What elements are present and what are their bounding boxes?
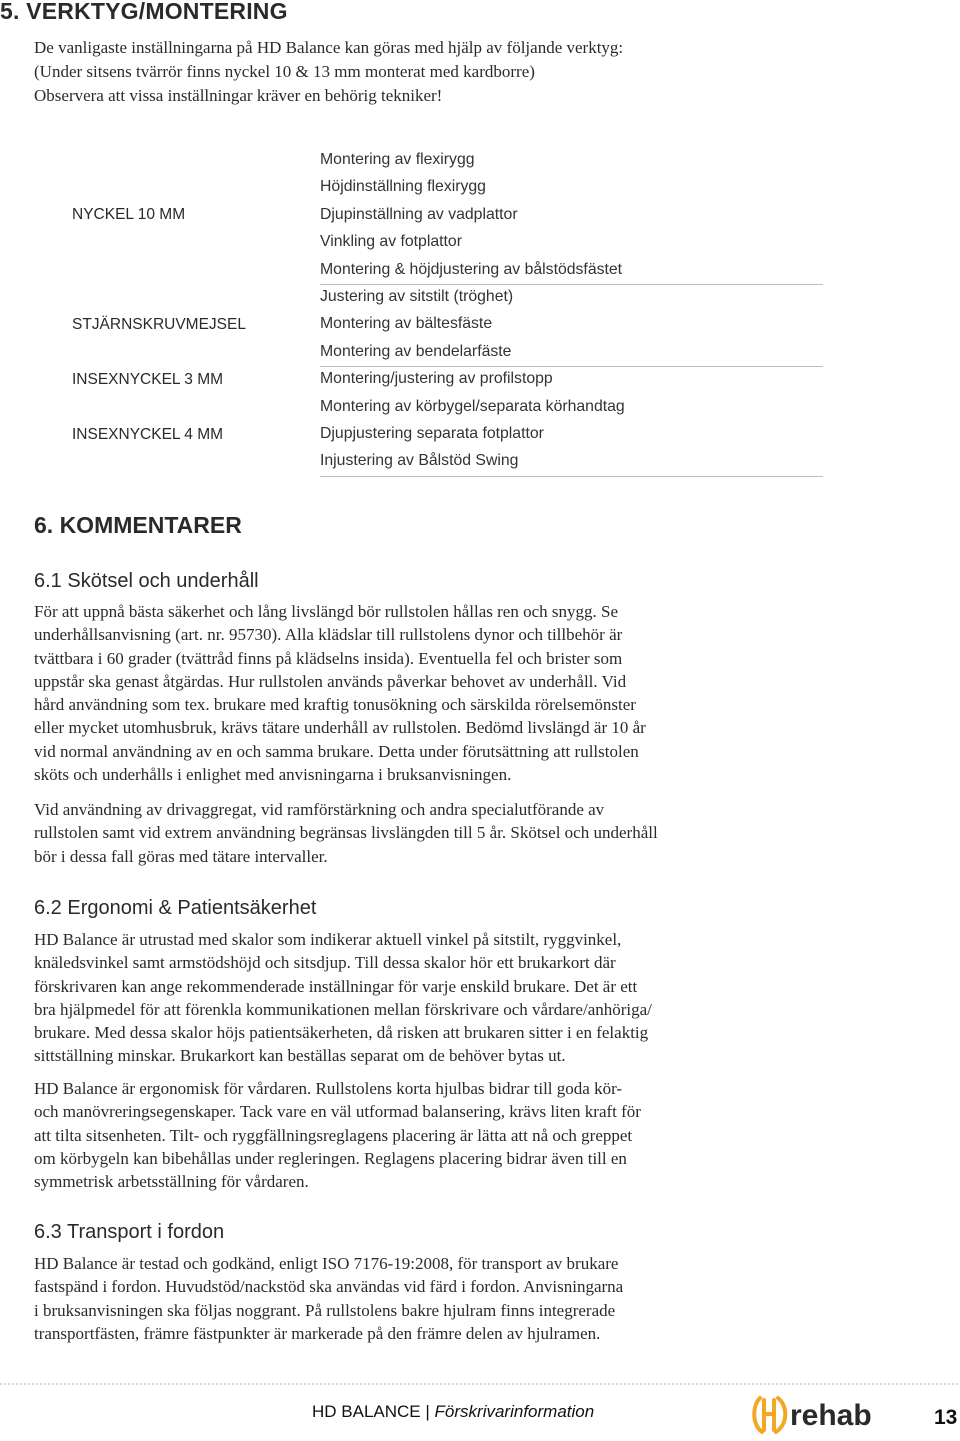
tool-uses-list <box>320 146 823 475</box>
intro-line: (Under sitsens tvärrör finns nyckel 10 & 13 mm monterat med kardborre) <box>34 62 535 81</box>
text-line: tvättbara i 60 grader (tvättråd finns på klädselns insida). Eventuella fel och brister som <box>34 648 623 668</box>
section5-heading: 5. VERKTYG/MONTERING <box>0 0 288 24</box>
text-line: symmetrisk arbetsställning för vårdaren. <box>34 1172 309 1192</box>
tool-stjarnskruvmejsel: STJÄRNSKRUVMEJSEL <box>72 316 246 333</box>
text-line: och manövreringsegenskaper. Tack vare en väl utformad balansering, krävs liten kraft för <box>34 1102 641 1122</box>
footer-title <box>312 1402 594 1422</box>
subheading-6-3: 6.3 Transport i fordon <box>34 1221 225 1243</box>
text-line: brukare. Med dessa skalor höjs patientsäkerheten, då risken att brukaren sitter i en felaktig <box>34 1023 649 1043</box>
paragraph-6-1-b <box>34 798 934 868</box>
table-divider <box>320 284 823 285</box>
text-line: vid normal användning av en och samma brukare. Detta under förutsättning att rullstolen <box>34 741 639 761</box>
text-line: HD Balance är testad och godkänd, enligt ISO 7176-19:2008, för transport av brukare <box>34 1254 619 1273</box>
text-line: om körbygeln kan bibehållas under regleringen. Reglagens placering bidrar även till en <box>34 1148 627 1168</box>
text-line: sköts och underhålls i enlighet med anvisningarna i bruksanvisningen. <box>34 765 512 785</box>
table-divider <box>320 366 823 367</box>
text-line: förskrivaren kan ange rekommenderade inställningar för varje enskild brukare. Det är ett <box>34 976 638 996</box>
use-item: Vinkling av fotplattor <box>320 233 462 251</box>
paragraph-6-3 <box>34 1252 934 1345</box>
footer-divider <box>0 1383 960 1385</box>
footer-product: HD BALANCE <box>312 1402 421 1421</box>
page-number: 13 <box>934 1406 958 1429</box>
text-line: i bruksanvisningen ska följas noggrant. På rullstolens bakre hjulram finns integrerade <box>34 1300 616 1320</box>
tool-insexnyckel-4: INSEXNYCKEL 4 MM <box>72 426 224 443</box>
tool-insexnyckel-3: INSEXNYCKEL 3 MM <box>72 371 224 388</box>
use-item: Montering av bendelarfäste <box>320 342 512 360</box>
text-line: hård användning som tex. brukare med kraftig tonusökning och särskilda rörelsemönster <box>34 695 636 715</box>
paragraph-6-1-a <box>34 600 934 786</box>
section5-intro <box>34 36 914 108</box>
text-line: underhållsanvisning (art. nr. 95730). Alla klädslar till rullstolens dynor och tillbehör är <box>34 625 623 645</box>
tool-nyckel-10: NYCKEL 10 MM <box>72 206 186 223</box>
use-item: Djupinställning av vadplattor <box>320 205 518 223</box>
text-line: rullstolen samt vid extrem användning begränsas livslängden till 5 år. Skötsel och underhåll <box>34 823 658 843</box>
text-line: eller mycket utomhusbruk, krävs tätare underhåll av rullstolen. Bedömd livslängd är 10 år <box>34 718 646 738</box>
text-line: Vid användning av drivaggregat, vid ramförstärkning och andra specialutförande av <box>34 800 605 819</box>
text-line: att tilta sitsenheten. Tilt- och ryggfällningsreglagens placering är lätta att nå och greppet <box>34 1125 633 1145</box>
text-line: HD Balance är ergonomisk för vårdaren. Rullstolens korta hjulbas bidrar till goda kör- <box>34 1079 623 1098</box>
paragraph-6-2-b <box>34 1077 934 1193</box>
use-item: Höjdinställning flexirygg <box>320 178 486 196</box>
text-line: bra hjälpmedel för att förenkla kommunikationen mellan förskrivare och vårdare/anhöriga/ <box>34 999 652 1019</box>
rehab-logo <box>750 1392 890 1436</box>
table-divider <box>320 476 823 477</box>
subheading-6-1: 6.1 Skötsel och underhåll <box>34 570 259 592</box>
use-item: Montering/justering av profilstopp <box>320 370 553 388</box>
use-item: Montering av flexirygg <box>320 151 475 168</box>
text-line: sittställning minskar. Brukarkort kan beställas separat om de behöver bytas ut. <box>34 1046 566 1066</box>
text-line: För att uppnå bästa säkerhet och lång livslängd bör rullstolen hållas ren och snygg. Se <box>34 602 619 621</box>
hd-rehab-logo-icon <box>750 1392 890 1436</box>
footer-separator: | <box>425 1402 430 1421</box>
text-line: knäledsvinkel samt armstödshöjd och sitsdjup. Till dessa skalor hör ett brukarkort där <box>34 953 616 973</box>
subheading-6-2: 6.2 Ergonomi & Patientsäkerhet <box>34 897 317 919</box>
use-item: Justering av sitstilt (tröghet) <box>320 287 514 305</box>
text-line: bör i dessa fall göras med tätare intervaller. <box>34 846 328 866</box>
text-line: transportfästen, främre fästpunkter är markerade på den främre delen av hjulramen. <box>34 1323 601 1343</box>
footer-doc: Förskrivarinformation <box>434 1402 595 1421</box>
section6-heading: 6. KOMMENTARER <box>34 512 242 538</box>
use-item: Montering & höjdjustering av bålstödsfästet <box>320 260 623 278</box>
use-item: Injustering av Bålstöd Swing <box>320 452 519 470</box>
intro-line: De vanligaste inställningarna på HD Balance kan göras med hjälp av följande verktyg: <box>34 38 624 57</box>
logo-text: rehab <box>790 1399 872 1432</box>
text-line: HD Balance är utrustad med skalor som indikerar aktuell vinkel på sitstilt, ryggvinkel, <box>34 930 622 949</box>
use-item: Montering av körbygel/separata körhandtag <box>320 397 625 415</box>
use-item: Djupjustering separata fotplattor <box>320 424 544 442</box>
intro-line: Observera att vissa inställningar kräver en behörig tekniker! <box>34 86 443 105</box>
text-line: uppstår ska genast åtgärdas. Hur rullstolen används påverkar behovet av underhåll. Vid <box>34 671 627 691</box>
use-item: Montering av bältesfäste <box>320 315 493 333</box>
paragraph-6-2-a <box>34 928 934 1068</box>
text-line: fastspänd i fordon. Huvudstöd/nackstöd ska användas vid färd i fordon. Anvisningarna <box>34 1277 624 1297</box>
